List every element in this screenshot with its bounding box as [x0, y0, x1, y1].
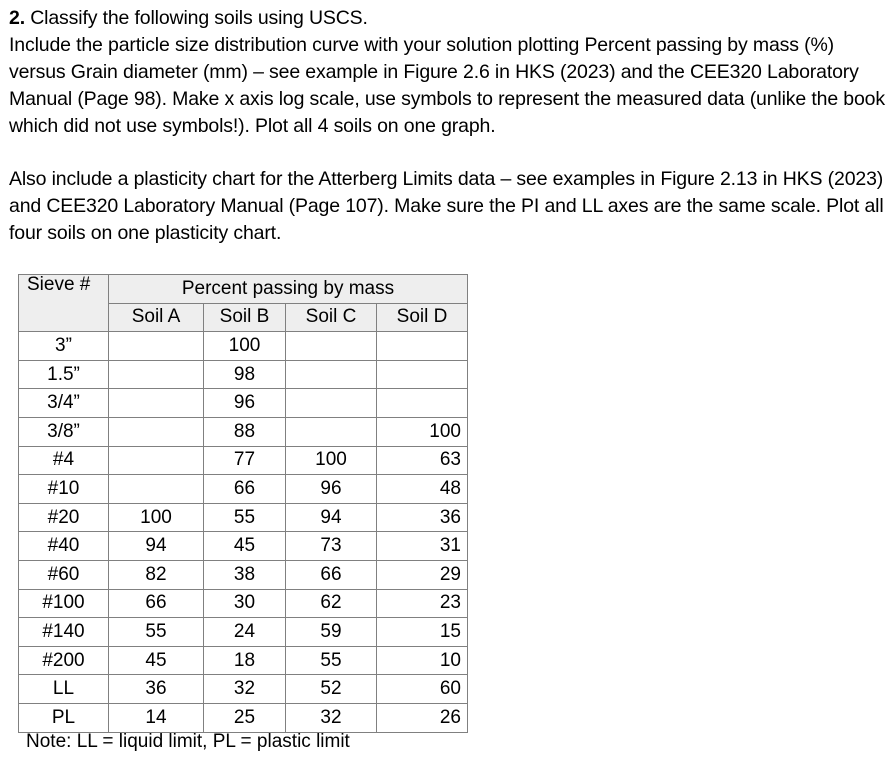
soil-b-cell: 25: [204, 703, 286, 732]
soil-b-cell: 38: [204, 560, 286, 589]
soil-a-cell: [109, 446, 204, 475]
table-note: Note: LL = liquid limit, PL = plastic limit: [26, 731, 350, 752]
soil-c-cell: [286, 360, 377, 389]
sieve-cell: #100: [19, 589, 109, 618]
instructions-text-1: Include the particle size distribution curve with your solution plotting Percent passing by mass (%) versus Grain diameter (mm) – see example in Figure 2.6 in HKS (2023) and the CEE320 Laboratory Manual (Page 98). Make x axis log scale, use symbols to represent the measured data (unlike the book which did not use symbols!). Plot all 4 soils on one graph.: [9, 34, 885, 137]
soil-a-header: Soil A: [109, 303, 204, 332]
soil-d-cell: 31: [377, 532, 468, 561]
soil-c-cell: [286, 417, 377, 446]
soil-b-cell: 66: [204, 475, 286, 504]
table-row: [19, 675, 468, 704]
table-row: [19, 503, 468, 532]
soil-b-cell: 55: [204, 503, 286, 532]
soil-d-header: Soil D: [377, 303, 468, 332]
soil-d-cell: 36: [377, 503, 468, 532]
soil-d-cell: 26: [377, 703, 468, 732]
table-row: [19, 703, 468, 732]
soil-b-cell: 24: [204, 618, 286, 647]
soil-a-cell: 66: [109, 589, 204, 618]
sieve-cell: #20: [19, 503, 109, 532]
soil-b-cell: 77: [204, 446, 286, 475]
soil-c-cell: 66: [286, 560, 377, 589]
soil-c-cell: [286, 332, 377, 361]
sieve-cell: 3/4”: [19, 389, 109, 418]
sieve-cell: #4: [19, 446, 109, 475]
soil-a-cell: 14: [109, 703, 204, 732]
soil-a-cell: [109, 360, 204, 389]
soil-c-cell: 96: [286, 475, 377, 504]
table-row: [19, 332, 468, 361]
soil-d-cell: 48: [377, 475, 468, 504]
sieve-cell: PL: [19, 703, 109, 732]
soil-b-cell: 45: [204, 532, 286, 561]
sieve-cell: 3/8”: [19, 417, 109, 446]
soil-a-cell: 45: [109, 646, 204, 675]
soil-d-cell: 100: [377, 417, 468, 446]
table-row: [19, 389, 468, 418]
table-row: [19, 618, 468, 647]
table-row: [19, 446, 468, 475]
instructions-text-2: Also include a plasticity chart for the Atterberg Limits data – see examples in Figure 2.13 in HKS (2023) and CEE320 Laboratory Manual (Page 107). Make sure the PI and LL axes are the same scale. Plot all four soils on one plasticity chart.: [9, 168, 884, 244]
soil-c-cell: 73: [286, 532, 377, 561]
soil-b-cell: 32: [204, 675, 286, 704]
percent-passing-header: Percent passing by mass: [109, 275, 468, 304]
soil-a-cell: [109, 389, 204, 418]
table-row: [19, 417, 468, 446]
table-row: [19, 360, 468, 389]
soil-c-cell: 100: [286, 446, 377, 475]
soil-c-cell: 32: [286, 703, 377, 732]
soil-a-cell: 94: [109, 532, 204, 561]
soil-b-cell: 100: [204, 332, 286, 361]
soil-a-cell: 36: [109, 675, 204, 704]
table-row: [19, 532, 468, 561]
sieve-data-table: [18, 274, 468, 733]
soil-d-cell: 60: [377, 675, 468, 704]
table-row: [19, 646, 468, 675]
soil-c-header: Soil C: [286, 303, 377, 332]
soil-a-cell: 55: [109, 618, 204, 647]
soil-b-cell: 30: [204, 589, 286, 618]
soil-a-cell: [109, 417, 204, 446]
soil-c-cell: 55: [286, 646, 377, 675]
soil-c-cell: [286, 389, 377, 418]
table-header-row: [19, 275, 468, 304]
soil-c-cell: 94: [286, 503, 377, 532]
soil-a-cell: [109, 475, 204, 504]
soil-d-cell: [377, 389, 468, 418]
soil-d-cell: 63: [377, 446, 468, 475]
table-row: [19, 589, 468, 618]
soil-a-cell: 100: [109, 503, 204, 532]
soil-b-cell: 18: [204, 646, 286, 675]
soil-b-header: Soil B: [204, 303, 286, 332]
soil-c-cell: 52: [286, 675, 377, 704]
soil-b-cell: 96: [204, 389, 286, 418]
soil-d-cell: 23: [377, 589, 468, 618]
table-row: [19, 475, 468, 504]
soil-c-cell: 62: [286, 589, 377, 618]
question-title: Classify the following soils using USCS.: [30, 7, 368, 29]
soil-d-cell: 10: [377, 646, 468, 675]
question-number: 2.: [9, 7, 25, 29]
soil-b-cell: 98: [204, 360, 286, 389]
soil-d-cell: [377, 360, 468, 389]
instructions-paragraph-2: [9, 166, 887, 247]
sieve-cell: #60: [19, 560, 109, 589]
soil-d-cell: [377, 332, 468, 361]
soil-a-cell: [109, 332, 204, 361]
sieve-cell: #40: [19, 532, 109, 561]
sieve-cell: #200: [19, 646, 109, 675]
soil-b-cell: 88: [204, 417, 286, 446]
soil-d-cell: 15: [377, 618, 468, 647]
soil-c-cell: 59: [286, 618, 377, 647]
soil-a-cell: 82: [109, 560, 204, 589]
sieve-cell: 3”: [19, 332, 109, 361]
table-body: [19, 332, 468, 732]
table-row: [19, 560, 468, 589]
sieve-column-header: Sieve #: [19, 275, 109, 332]
sieve-cell: #10: [19, 475, 109, 504]
sieve-cell: 1.5”: [19, 360, 109, 389]
instructions-paragraph-1: [9, 5, 887, 140]
sieve-cell: LL: [19, 675, 109, 704]
sieve-cell: #140: [19, 618, 109, 647]
soil-d-cell: 29: [377, 560, 468, 589]
